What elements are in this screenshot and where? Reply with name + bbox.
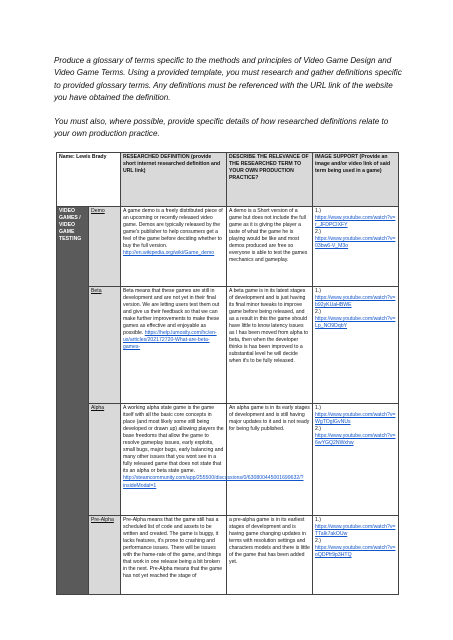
image-link-number: 1.) [315,405,321,411]
term-label: Beta [91,288,102,294]
term-label: Pre-Alpha [91,517,114,523]
term-label: Alpha [91,405,105,411]
video-link[interactable]: https://www.youtube.com/watch?v=TTaIk7akOUw [315,524,396,538]
instructions-paragraph: Produce a glossary of terms specific to the methods and principles of Video Game Design and Video Game Terms. Using a provided template, you must research and gather definitions specific to provided glossary terms. Any definitions must be referenced with the URL link of the website you have obtained the definition. [54,56,402,102]
image-link-number: 2.) [315,426,321,433]
term-cell [89,516,121,595]
definition-cell [121,516,227,595]
name-header: Name: Lewis Brady [57,153,121,207]
table-row [57,287,399,404]
definition-column-header: RESEARCHED DEFINITION (provide short internet researched definition and URL link) [121,153,227,207]
image-link-number: 1.) [315,288,321,294]
video-link[interactable]: https://www.youtube.com/watch?v=Lp_NO9DqbY [315,316,396,330]
definition-cell [121,207,227,287]
table-row [57,404,399,516]
image-support-cell [313,207,399,287]
relevance-cell: A demo is a Short version of a game but does not include the full game as it is giving the player a taste of what the game he is playing would be like and most demos produced are free so everyone is able to test the games mechanics and gameplay. [227,207,313,287]
table-row [57,207,399,287]
table-row [57,516,399,595]
image-support-cell [313,404,399,516]
image-column-header: IMAGE SUPPORT (Provide an image and/or video link of said term being used in a game) [313,153,399,207]
relevance-cell: An alpha game is in its early stages of development and is still having major updates to it and is not ready for being fully published. [227,404,313,516]
image-link-number: 2.) [315,309,321,316]
category-cell: VIDEO GAMES / VIDEO GAME TESTING [57,207,89,595]
glossary-table [56,152,399,595]
definition-text: Beta means that these games are still in development and are not yet in their final version. We are letting users test them out and give us their feedback so that we can make further improvements to make these games as effective and enjoyable as possible. [123,288,220,337]
video-link[interactable]: https://www.youtube.com/watch?v=b92yKUaHBWE [315,295,396,309]
instructions-paragraph-practice: You must also, where possible, provide specific details of how researched definitions relate to your own production practice. [54,117,389,139]
term-cell [89,287,121,404]
term-label: Demo [91,208,105,214]
relevance-column-header: DESCRIBE THE RELEVANCE OF THE RESEARCHED TERM TO YOUR OWN PRODUCTION PRACTICE? [227,153,313,207]
relevance-cell: a pre-alpha game is in its earliest stages of development and is having game changing updates in terms with resolution settings and characters models and there is little of the game that has been added yet. [227,516,313,595]
relevance-cell: A beta game is in its latest stages of development and is just having its final minor tweaks to improve game before being released, and as a result in this the game should have little to know latency issues as I has been moved from alpha to beta, then when the developer thinks is has been improved to a substantial level he will decide when it's to be fully released. [227,287,313,404]
definition-link[interactable]: http://steamcommunity.com/app/255500/discussions/0/630800445001699632/?insideModal=1 [123,475,304,489]
image-support-cell [313,516,399,595]
video-link[interactable]: https://www.youtube.com/watch?v=WgTOgIGvNUs [315,412,396,426]
video-link[interactable]: https://www.youtube.com/watch?v=oQDPfr9p3HTQ [315,545,396,559]
definition-cell [121,287,227,404]
definition-text: Pre-Alpha means that the game still has a scheduled list of code and assets to be written and created. The game is buggy, it lacks features, it's prone to crashing and performance issues. There will be issues with the frame-rate of the game, and things that work in one release being a bit broken in the next. Pre-Alpha means that the game has not yet reached the stage of [123,517,223,580]
video-link[interactable]: https://www.youtube.com/watch?v=6wYGQ2NWxhw [315,433,396,447]
image-link-number: 2.) [315,229,321,236]
term-cell [89,207,121,287]
definition-link[interactable]: https://help.lumosity.com/hc/en-us/articles/202172720-What-are-beta-games- [123,330,217,351]
video-link[interactable]: https://www.youtube.com/watch?v=r_JFDPCIXFY [315,215,396,229]
image-link-number: 1.) [315,208,321,214]
definition-link[interactable]: http://en.wikipedia.org/wiki/Game_demo [123,250,215,257]
image-support-cell [313,287,399,404]
table-header-row [57,153,399,207]
image-link-number: 1.) [315,517,321,523]
image-link-number: 2.) [315,538,321,545]
definition-text: A game demo is a freely distributed piece of an upcoming or recently released video game. Demos are typically released by the game's publisher to help consumers get a feel of the game before deciding whether to buy the full version. [123,208,223,250]
term-cell [89,404,121,516]
definition-text: A working alpha state game is the game itself with all the basic core concepts in place (and most likely some still being developed or drawn up) allowing players the base freedoms that allow the game to resolve gameplay issues, early exploits, small bugs, major bugs, early balancing and many other issues that you wont see in a fully released game that does not state that its an alpha or beta state game. [123,405,224,475]
video-link[interactable]: https://www.youtube.com/watch?v=03bw6-V_M3o [315,236,396,250]
